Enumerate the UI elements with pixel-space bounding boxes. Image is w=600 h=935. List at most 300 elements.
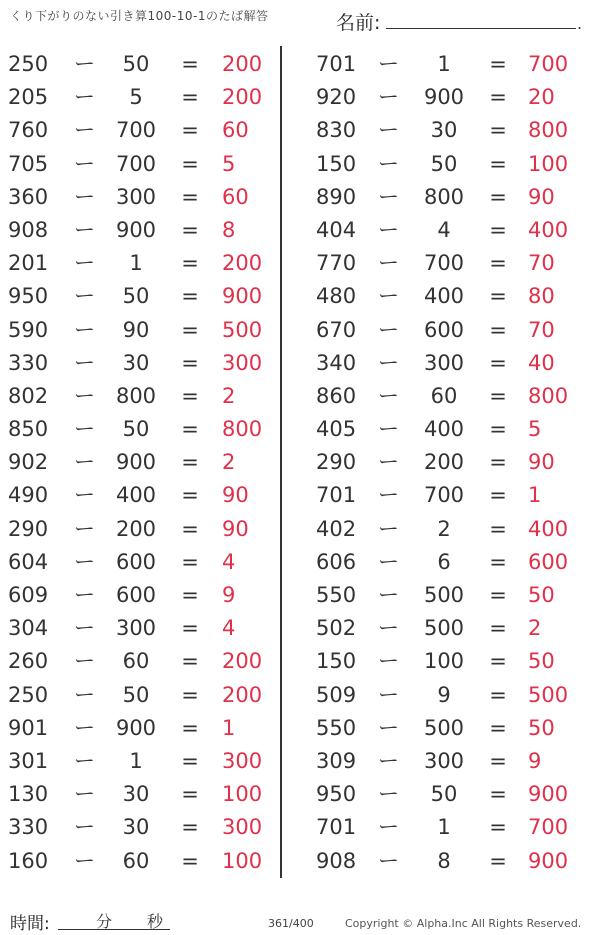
answer: 800	[528, 383, 569, 408]
problem-row	[306, 247, 600, 280]
minus-sign: ー	[74, 118, 95, 143]
subtrahend: 800	[423, 184, 465, 209]
minuend: 850	[8, 417, 49, 442]
equals-sign: =	[181, 383, 199, 408]
minus-sign: ー	[378, 251, 399, 276]
page-number: 361/400	[268, 917, 314, 930]
equals-sign: =	[489, 715, 507, 740]
minuend: 902	[8, 450, 49, 475]
answer: 70	[528, 251, 555, 276]
minuend: 606	[316, 549, 357, 574]
problem-row	[306, 778, 600, 811]
subtrahend: 100	[423, 649, 465, 674]
equals-sign: =	[489, 748, 507, 773]
answer: 20	[528, 85, 555, 110]
equals-sign: =	[489, 815, 507, 840]
minuend: 701	[316, 483, 357, 508]
time-label: 時間:	[10, 914, 50, 934]
equals-sign: =	[489, 782, 507, 807]
minus-sign: ー	[378, 85, 399, 110]
minus-sign: ー	[74, 85, 95, 110]
subtrahend: 400	[115, 483, 157, 508]
subtrahend: 700	[115, 118, 157, 143]
subtrahend: 400	[423, 284, 465, 309]
equals-sign: =	[489, 284, 507, 309]
problem-row	[0, 181, 280, 214]
minuend: 405	[316, 417, 357, 442]
problem-row	[0, 280, 280, 313]
minus-sign: ー	[378, 848, 399, 873]
name-field-line[interactable]	[386, 28, 576, 29]
problem-row	[306, 181, 600, 214]
minus-sign: ー	[74, 583, 95, 607]
minus-sign: ー	[74, 52, 95, 76]
subtrahend: 300	[423, 350, 465, 375]
minus-sign: ー	[74, 748, 95, 773]
minuend: 304	[8, 616, 49, 641]
minus-sign: ー	[378, 52, 399, 76]
problem-row	[0, 513, 280, 546]
copyright-notice: Copyright © Alpha.Inc All Rights Reserved.	[345, 917, 582, 930]
answer: 2	[528, 616, 542, 641]
answer: 700	[528, 815, 569, 840]
minus-sign: ー	[378, 815, 399, 840]
answer: 900	[528, 848, 569, 873]
answer: 200	[222, 649, 263, 674]
right-problem-column	[306, 48, 600, 878]
minuend: 290	[8, 516, 49, 541]
answer: 500	[528, 682, 569, 707]
subtrahend: 500	[423, 715, 465, 740]
problem-row	[306, 745, 600, 778]
problem-row	[306, 712, 600, 745]
equals-sign: =	[181, 52, 199, 76]
minutes-label: 分	[96, 912, 113, 931]
minuend: 908	[316, 848, 357, 873]
problem-row	[0, 114, 280, 147]
problem-row	[0, 645, 280, 678]
equals-sign: =	[489, 848, 507, 873]
answer: 400	[528, 217, 569, 242]
minuend: 860	[316, 383, 357, 408]
answer: 200	[222, 85, 263, 110]
answer: 800	[528, 118, 569, 143]
minus-sign: ー	[378, 217, 399, 242]
minuend: 130	[8, 782, 49, 807]
minus-sign: ー	[378, 184, 399, 209]
left-problem-column	[0, 48, 280, 878]
answer: 600	[528, 549, 569, 574]
subtrahend: 60	[430, 383, 458, 408]
minuend: 404	[316, 217, 357, 242]
minus-sign: ー	[378, 782, 399, 807]
answer: 9	[222, 583, 236, 607]
subtrahend: 6	[437, 549, 451, 574]
minuend: 330	[8, 350, 49, 375]
answer: 50	[528, 649, 555, 674]
problem-row	[306, 579, 600, 612]
minus-sign: ー	[74, 217, 95, 242]
minus-sign: ー	[74, 815, 95, 840]
answer: 100	[528, 151, 569, 176]
answer: 700	[528, 52, 569, 76]
minus-sign: ー	[74, 649, 95, 674]
minuend: 290	[316, 450, 357, 475]
minus-sign: ー	[378, 284, 399, 309]
answer: 100	[222, 848, 263, 873]
minuend: 604	[8, 549, 49, 574]
minuend: 830	[316, 118, 357, 143]
subtrahend: 1	[437, 815, 451, 840]
name-field-dot: .	[577, 14, 583, 33]
equals-sign: =	[489, 85, 507, 110]
subtrahend: 60	[122, 848, 150, 873]
minus-sign: ー	[74, 284, 95, 309]
minuend: 480	[316, 284, 357, 309]
subtrahend: 300	[115, 184, 157, 209]
answer: 70	[528, 317, 555, 342]
subtrahend: 700	[423, 251, 465, 276]
problem-row	[0, 81, 280, 114]
minuend: 760	[8, 118, 49, 143]
minuend: 901	[8, 715, 49, 740]
subtrahend: 30	[122, 782, 150, 807]
answer: 90	[222, 516, 249, 541]
equals-sign: =	[489, 383, 507, 408]
subtrahend: 30	[122, 350, 150, 375]
minuend: 201	[8, 251, 49, 276]
minuend: 890	[316, 184, 357, 209]
problem-row	[306, 513, 600, 546]
minus-sign: ー	[378, 383, 399, 408]
minuend: 670	[316, 317, 357, 342]
minus-sign: ー	[378, 616, 399, 641]
problem-row	[306, 380, 600, 413]
equals-sign: =	[489, 350, 507, 375]
subtrahend: 800	[115, 383, 157, 408]
minuend: 705	[8, 151, 49, 176]
subtrahend: 50	[430, 151, 458, 176]
equals-sign: =	[181, 184, 199, 209]
answer: 800	[222, 417, 263, 442]
subtrahend: 300	[115, 616, 157, 641]
minuend: 360	[8, 184, 49, 209]
minus-sign: ー	[378, 417, 399, 442]
subtrahend: 700	[115, 151, 157, 176]
equals-sign: =	[489, 184, 507, 209]
subtrahend: 600	[423, 317, 465, 342]
subtrahend: 30	[122, 815, 150, 840]
equals-sign: =	[489, 682, 507, 707]
problem-row	[306, 314, 600, 347]
subtrahend: 50	[122, 284, 150, 309]
name-label: 名前:	[336, 12, 381, 34]
minus-sign: ー	[378, 317, 399, 342]
equals-sign: =	[489, 549, 507, 574]
problem-row	[0, 811, 280, 844]
equals-sign: =	[181, 748, 199, 773]
answer: 9	[528, 748, 542, 773]
equals-sign: =	[181, 251, 199, 276]
answer: 900	[528, 782, 569, 807]
equals-sign: =	[489, 317, 507, 342]
problem-row	[306, 612, 600, 645]
subtrahend: 4	[437, 217, 451, 242]
problem-row	[306, 81, 600, 114]
equals-sign: =	[181, 649, 199, 674]
subtrahend: 1	[129, 748, 143, 773]
answer: 50	[528, 715, 555, 740]
minus-sign: ー	[74, 383, 95, 408]
answer: 400	[528, 516, 569, 541]
equals-sign: =	[489, 483, 507, 508]
minuend: 701	[316, 52, 357, 76]
subtrahend: 900	[423, 85, 465, 110]
answer: 2	[222, 450, 236, 475]
equals-sign: =	[181, 782, 199, 807]
problem-row	[0, 712, 280, 745]
answer: 500	[222, 317, 263, 342]
subtrahend: 9	[437, 682, 451, 707]
problem-row	[306, 413, 600, 446]
subtrahend: 900	[115, 715, 157, 740]
equals-sign: =	[489, 583, 507, 607]
minus-sign: ー	[74, 715, 95, 740]
problem-row	[306, 446, 600, 479]
minuend: 502	[316, 616, 357, 641]
minuend: 920	[316, 85, 357, 110]
problem-row	[0, 314, 280, 347]
problem-row	[0, 612, 280, 645]
problem-row	[0, 247, 280, 280]
answer: 8	[222, 217, 236, 242]
column-divider	[280, 46, 282, 878]
minuend: 309	[316, 748, 357, 773]
equals-sign: =	[489, 516, 507, 541]
answer: 60	[222, 118, 249, 143]
answer: 90	[528, 450, 555, 475]
answer: 200	[222, 682, 263, 707]
minus-sign: ー	[74, 782, 95, 807]
answer: 200	[222, 52, 263, 76]
problem-row	[0, 446, 280, 479]
subtrahend: 50	[122, 682, 150, 707]
minuend: 950	[316, 782, 357, 807]
problem-row	[0, 745, 280, 778]
minuend: 402	[316, 516, 357, 541]
minus-sign: ー	[74, 350, 95, 375]
minus-sign: ー	[378, 583, 399, 607]
subtrahend: 60	[122, 649, 150, 674]
problem-row	[0, 579, 280, 612]
minus-sign: ー	[378, 483, 399, 508]
equals-sign: =	[181, 151, 199, 176]
answer: 300	[222, 815, 263, 840]
subtrahend: 200	[115, 516, 157, 541]
equals-sign: =	[181, 217, 199, 242]
minuend: 250	[8, 52, 49, 76]
problem-row	[306, 347, 600, 380]
equals-sign: =	[489, 151, 507, 176]
problem-row	[306, 679, 600, 712]
problem-row	[306, 479, 600, 512]
minuend: 908	[8, 217, 49, 242]
minus-sign: ー	[74, 317, 95, 342]
equals-sign: =	[489, 217, 507, 242]
answer: 900	[222, 284, 263, 309]
problem-row	[0, 778, 280, 811]
minuend: 205	[8, 85, 49, 110]
subtrahend: 50	[430, 782, 458, 807]
minus-sign: ー	[74, 616, 95, 641]
problem-row	[306, 280, 600, 313]
minuend: 550	[316, 715, 357, 740]
subtrahend: 700	[423, 483, 465, 508]
equals-sign: =	[489, 251, 507, 276]
equals-sign: =	[181, 450, 199, 475]
equals-sign: =	[181, 118, 199, 143]
minus-sign: ー	[378, 450, 399, 475]
problem-row	[0, 214, 280, 247]
subtrahend: 400	[423, 417, 465, 442]
answer: 40	[528, 350, 555, 375]
equals-sign: =	[489, 52, 507, 76]
problem-row	[0, 48, 280, 81]
answer: 5	[222, 151, 236, 176]
subtrahend: 50	[122, 417, 150, 442]
minus-sign: ー	[74, 450, 95, 475]
problem-row	[0, 479, 280, 512]
equals-sign: =	[181, 417, 199, 442]
problem-row	[0, 679, 280, 712]
minuend: 250	[8, 682, 49, 707]
minuend: 340	[316, 350, 357, 375]
minuend: 590	[8, 317, 49, 342]
problem-row	[306, 645, 600, 678]
problem-row	[306, 148, 600, 181]
subtrahend: 300	[423, 748, 465, 773]
minus-sign: ー	[378, 516, 399, 541]
answer: 50	[528, 583, 555, 607]
problem-row	[0, 380, 280, 413]
answer: 2	[222, 383, 236, 408]
minuend: 802	[8, 383, 49, 408]
subtrahend: 5	[129, 85, 143, 110]
answer: 4	[222, 616, 236, 641]
subtrahend: 8	[437, 848, 451, 873]
subtrahend: 30	[430, 118, 458, 143]
subtrahend: 900	[115, 450, 157, 475]
subtrahend: 600	[115, 583, 157, 607]
minuend: 150	[316, 649, 357, 674]
minuend: 701	[316, 815, 357, 840]
minuend: 330	[8, 815, 49, 840]
subtrahend: 500	[423, 583, 465, 607]
equals-sign: =	[181, 549, 199, 574]
minus-sign: ー	[74, 184, 95, 209]
answer: 4	[222, 549, 236, 574]
equals-sign: =	[181, 284, 199, 309]
subtrahend: 200	[423, 450, 465, 475]
worksheet-title: くり下がりのない引き算100-10-1のたば解答	[10, 9, 269, 23]
minus-sign: ー	[74, 516, 95, 541]
minuend: 509	[316, 682, 357, 707]
problem-row	[0, 845, 280, 878]
problem-row	[0, 413, 280, 446]
equals-sign: =	[489, 616, 507, 641]
minus-sign: ー	[378, 151, 399, 176]
minus-sign: ー	[74, 417, 95, 442]
subtrahend: 500	[423, 616, 465, 641]
minus-sign: ー	[74, 682, 95, 707]
minuend: 550	[316, 583, 357, 607]
equals-sign: =	[181, 682, 199, 707]
subtrahend: 1	[437, 52, 451, 76]
equals-sign: =	[181, 317, 199, 342]
answer: 80	[528, 284, 555, 309]
minuend: 160	[8, 848, 49, 873]
minus-sign: ー	[378, 350, 399, 375]
subtrahend: 2	[437, 516, 451, 541]
equals-sign: =	[181, 350, 199, 375]
minuend: 150	[316, 151, 357, 176]
problem-row	[0, 148, 280, 181]
answer: 1	[528, 483, 542, 508]
equals-sign: =	[181, 516, 199, 541]
minuend: 770	[316, 251, 357, 276]
equals-sign: =	[489, 417, 507, 442]
subtrahend: 50	[122, 52, 150, 76]
minus-sign: ー	[378, 549, 399, 574]
minuend: 950	[8, 284, 49, 309]
answer: 100	[222, 782, 263, 807]
subtrahend: 90	[122, 317, 150, 342]
minus-sign: ー	[378, 649, 399, 674]
subtrahend: 900	[115, 217, 157, 242]
minus-sign: ー	[74, 251, 95, 276]
minus-sign: ー	[378, 715, 399, 740]
minus-sign: ー	[378, 118, 399, 143]
minus-sign: ー	[378, 748, 399, 773]
seconds-label: 秒	[147, 912, 164, 931]
answer: 60	[222, 184, 249, 209]
problem-row	[306, 48, 600, 81]
minuend: 260	[8, 649, 49, 674]
equals-sign: =	[181, 583, 199, 607]
subtrahend: 600	[115, 549, 157, 574]
equals-sign: =	[489, 450, 507, 475]
minuend: 301	[8, 748, 49, 773]
problem-row	[306, 811, 600, 844]
minus-sign: ー	[74, 848, 95, 873]
minus-sign: ー	[74, 483, 95, 508]
minus-sign: ー	[74, 151, 95, 176]
problem-row	[0, 546, 280, 579]
minuend: 490	[8, 483, 49, 508]
problem-row	[306, 845, 600, 878]
equals-sign: =	[181, 715, 199, 740]
equals-sign: =	[181, 815, 199, 840]
answer: 200	[222, 251, 263, 276]
subtrahend: 1	[129, 251, 143, 276]
equals-sign: =	[181, 483, 199, 508]
equals-sign: =	[181, 85, 199, 110]
equals-sign: =	[489, 649, 507, 674]
problem-row	[306, 214, 600, 247]
answer: 1	[222, 715, 236, 740]
answer: 90	[222, 483, 249, 508]
equals-sign: =	[181, 616, 199, 641]
